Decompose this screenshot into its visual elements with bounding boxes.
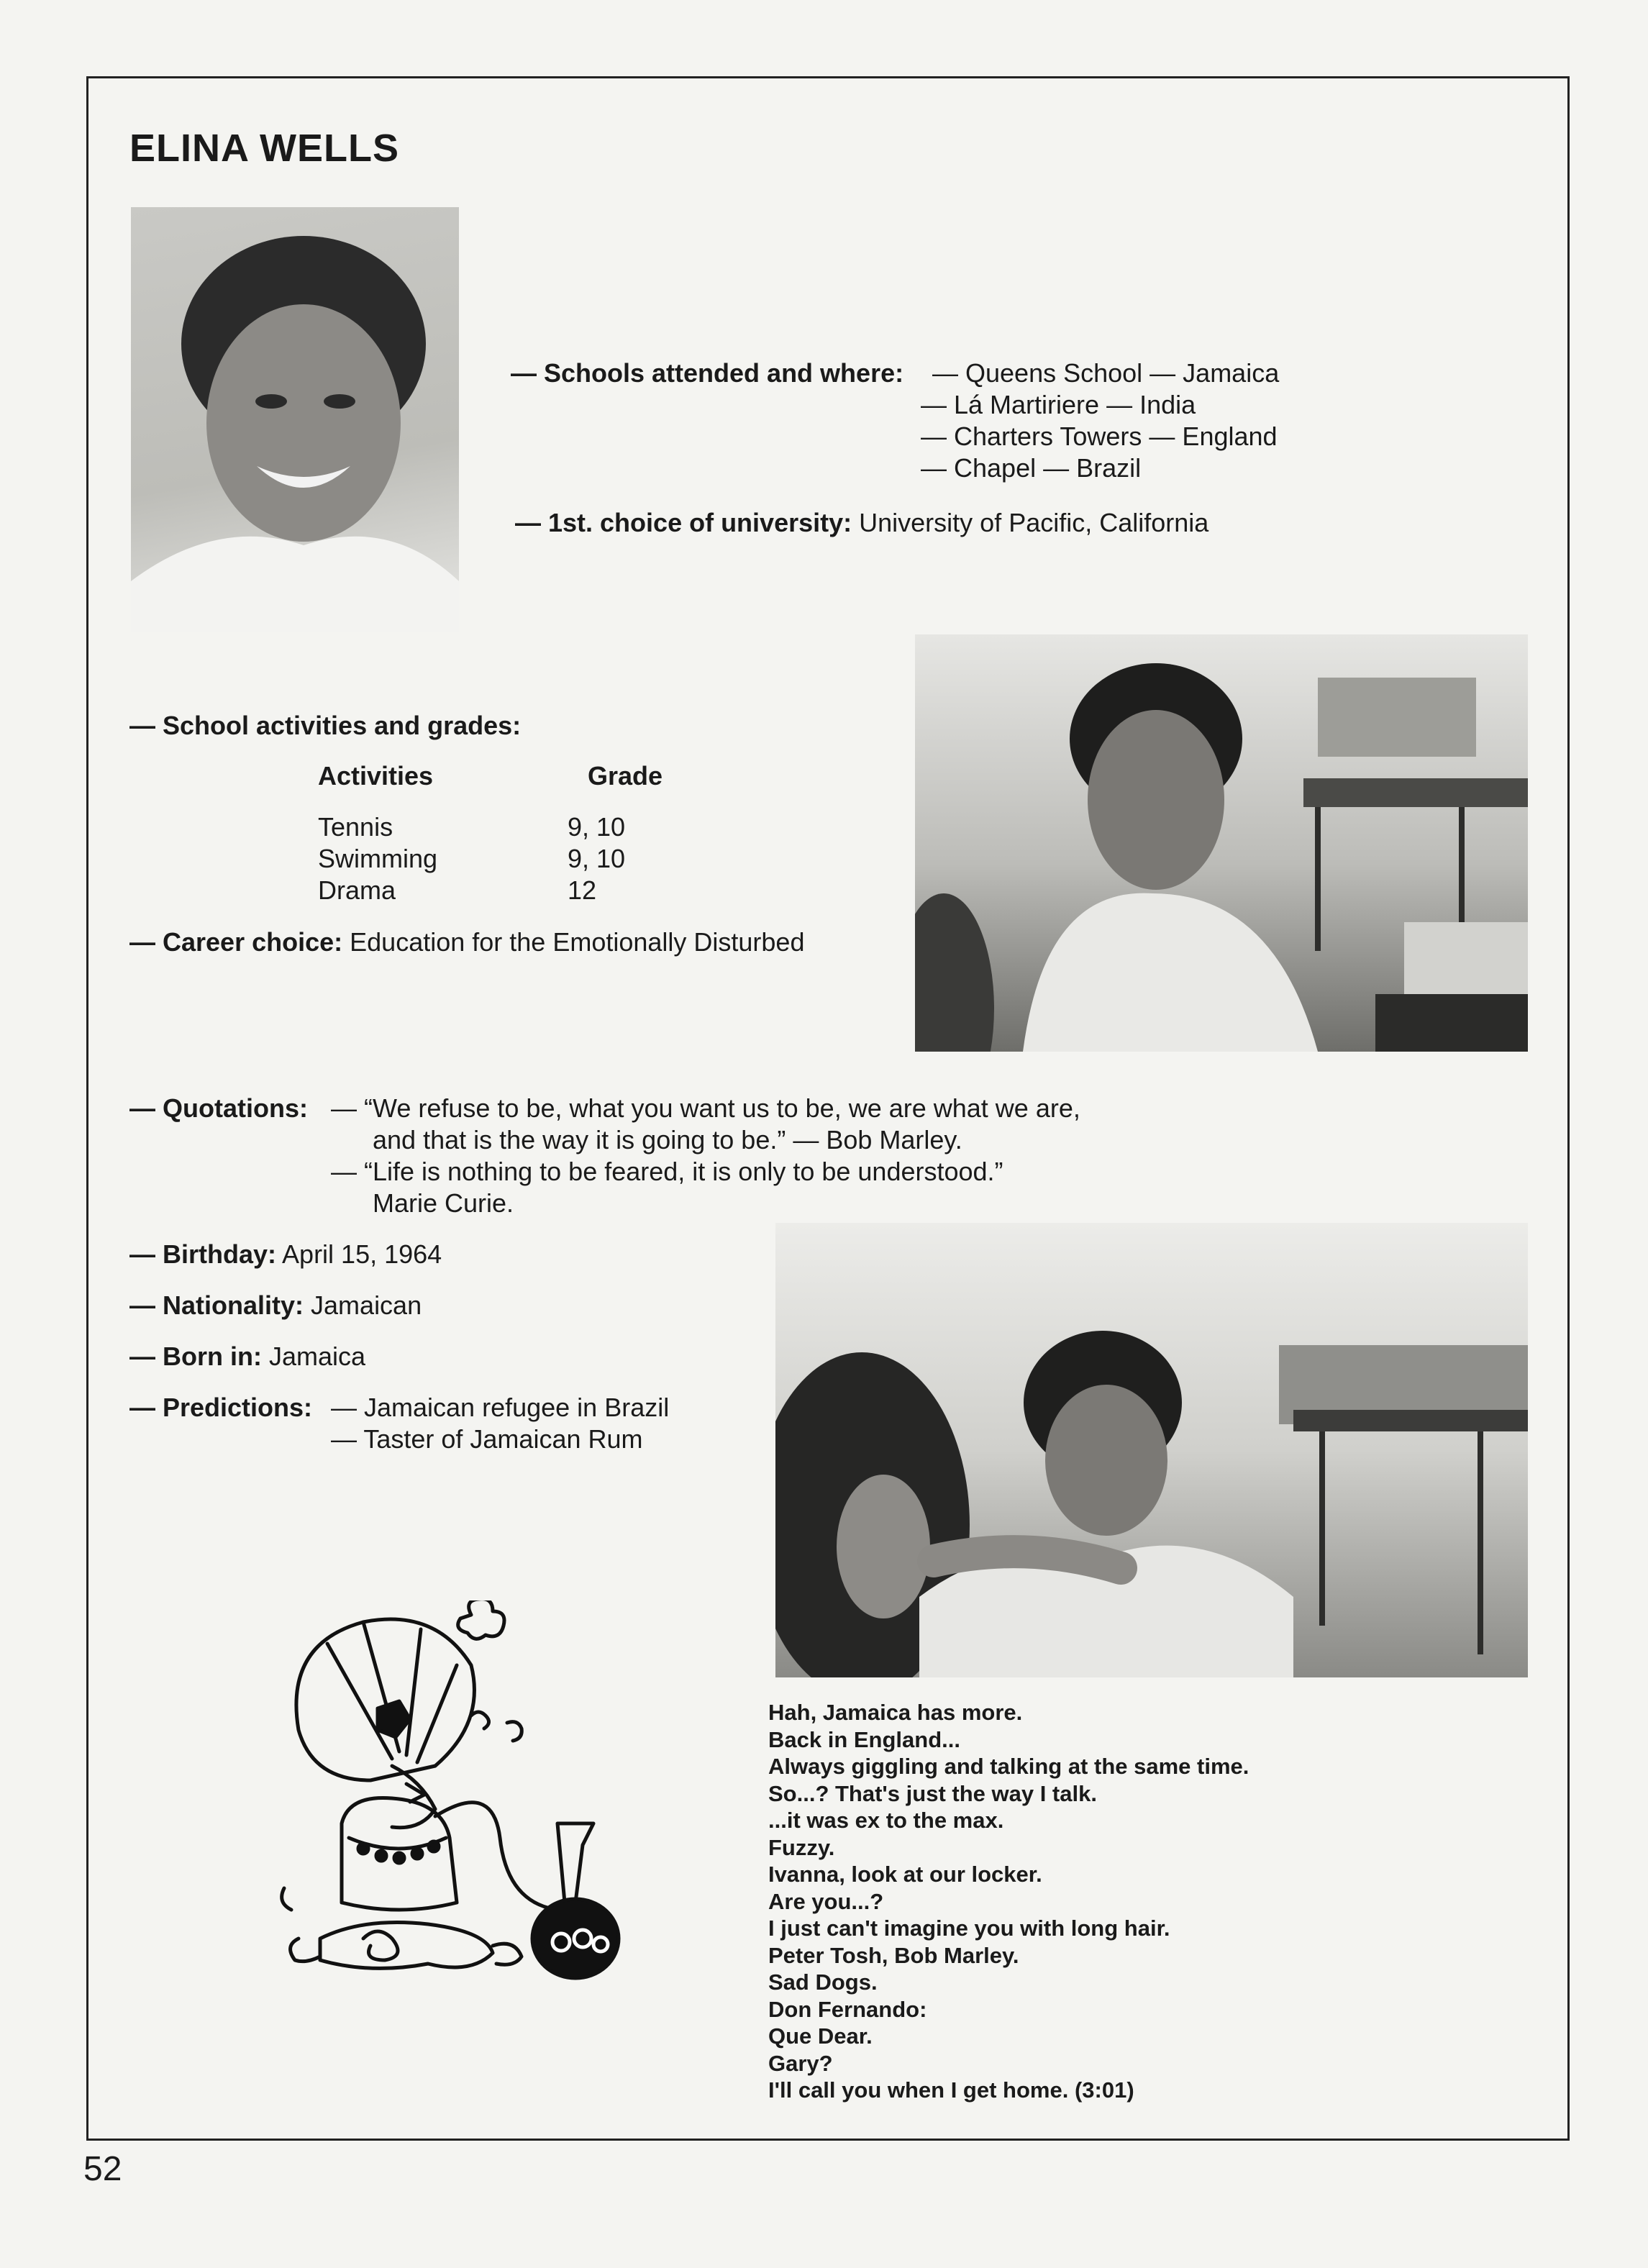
prediction-item: — Taster of Jamaican Rum [331, 1424, 643, 1454]
activity-name: Drama [318, 875, 396, 905]
caption-line: Ivanna, look at our locker. [768, 1862, 1042, 1887]
university-label: — 1st. choice of university: [515, 508, 852, 537]
caption-line: Are you...? [768, 1888, 884, 1914]
quotation-line: Marie Curie. [373, 1188, 514, 1218]
caption-line: I just can't imagine you with long hair. [768, 1916, 1170, 1941]
school-item: — Queens School — Jamaica [932, 358, 1280, 388]
predictions-list [331, 1392, 669, 1455]
classroom-photo-friends [775, 1223, 1528, 1677]
caption-line: Always giggling and talking at the same time. [768, 1754, 1249, 1779]
school-item: — Lá Martiriere — India [921, 390, 1196, 419]
activity-grade: 9, 10 [568, 812, 626, 842]
quotations-label: — Quotations: [129, 1093, 308, 1123]
university-value: University of Pacific, California [859, 508, 1209, 537]
activity-name: Swimming [318, 844, 438, 873]
quotations-list [331, 1093, 1080, 1219]
grade-col [568, 811, 625, 906]
birthday-value: April 15, 1964 [282, 1239, 442, 1269]
caption-line: Gary? [768, 2050, 833, 2076]
caption-line: Hah, Jamaica has more. [768, 1700, 1023, 1725]
caption-line: Fuzzy. [768, 1834, 835, 1860]
classroom-photo-typewriter [915, 634, 1528, 1052]
schools-list [932, 357, 1279, 389]
activities-header-grade: Grade [588, 761, 663, 791]
school-item: — Charters Towers — England [921, 422, 1278, 451]
predictions-label: — Predictions: [129, 1393, 313, 1422]
activity-grade: 12 [568, 875, 597, 905]
quotation-line: — “We refuse to be, what you want us to be, we are what we are, [331, 1093, 1080, 1123]
quotation-line: — “Life is nothing to be feared, it is only to be understood.” [331, 1157, 1003, 1186]
nationality-value: Jamaican [311, 1290, 422, 1320]
birthday-row [129, 1239, 442, 1270]
nationality-label: — Nationality: [129, 1290, 304, 1320]
caption-line: So...? That's just the way I talk. [768, 1780, 1097, 1806]
born-label: — Born in: [129, 1342, 262, 1371]
prediction-item: — Jamaican refugee in Brazil [331, 1393, 670, 1422]
student-name: ELINA WELLS [129, 127, 399, 170]
career-row [129, 926, 804, 958]
activity-name: Tennis [318, 812, 393, 842]
activities-label: — School activities and grades: [129, 711, 522, 740]
birthday-label: — Birthday: [129, 1239, 277, 1269]
quotation-line: and that is the way it is going to be.” — Bob Marley. [373, 1125, 962, 1155]
caption-line: Que Dear. [768, 2023, 873, 2049]
school-item: — Chapel — Brazil [921, 453, 1142, 483]
born-value: Jamaica [269, 1342, 366, 1371]
activity-row [318, 811, 437, 906]
born-row [129, 1341, 365, 1372]
caption-line: Peter Tosh, Bob Marley. [768, 1942, 1019, 1968]
career-label: — Career choice: [129, 927, 343, 957]
photo-caption [768, 1699, 1249, 2104]
university-row [515, 507, 1208, 539]
activity-grade: 9, 10 [568, 844, 626, 873]
hookah-cartoon-illustration [255, 1600, 658, 2025]
portrait-photo [131, 207, 459, 632]
caption-line: Sad Dogs. [768, 1969, 878, 1995]
schools-label [511, 357, 903, 389]
activities-header-activity: Activities [318, 761, 434, 791]
page-number: 52 [83, 2150, 122, 2188]
caption-line: Back in England... [768, 1726, 960, 1752]
career-value: Education for the Emotionally Disturbed [350, 927, 805, 957]
nationality-row [129, 1290, 422, 1321]
schools-label-text: — Schools attended and where: [511, 358, 904, 388]
schools-list-rest [921, 389, 1278, 484]
caption-line: ...it was ex to the max. [768, 1808, 1004, 1833]
caption-line: I'll call you when I get home. (3:01) [768, 2077, 1134, 2103]
caption-line: Don Fernando: [768, 1996, 927, 2022]
